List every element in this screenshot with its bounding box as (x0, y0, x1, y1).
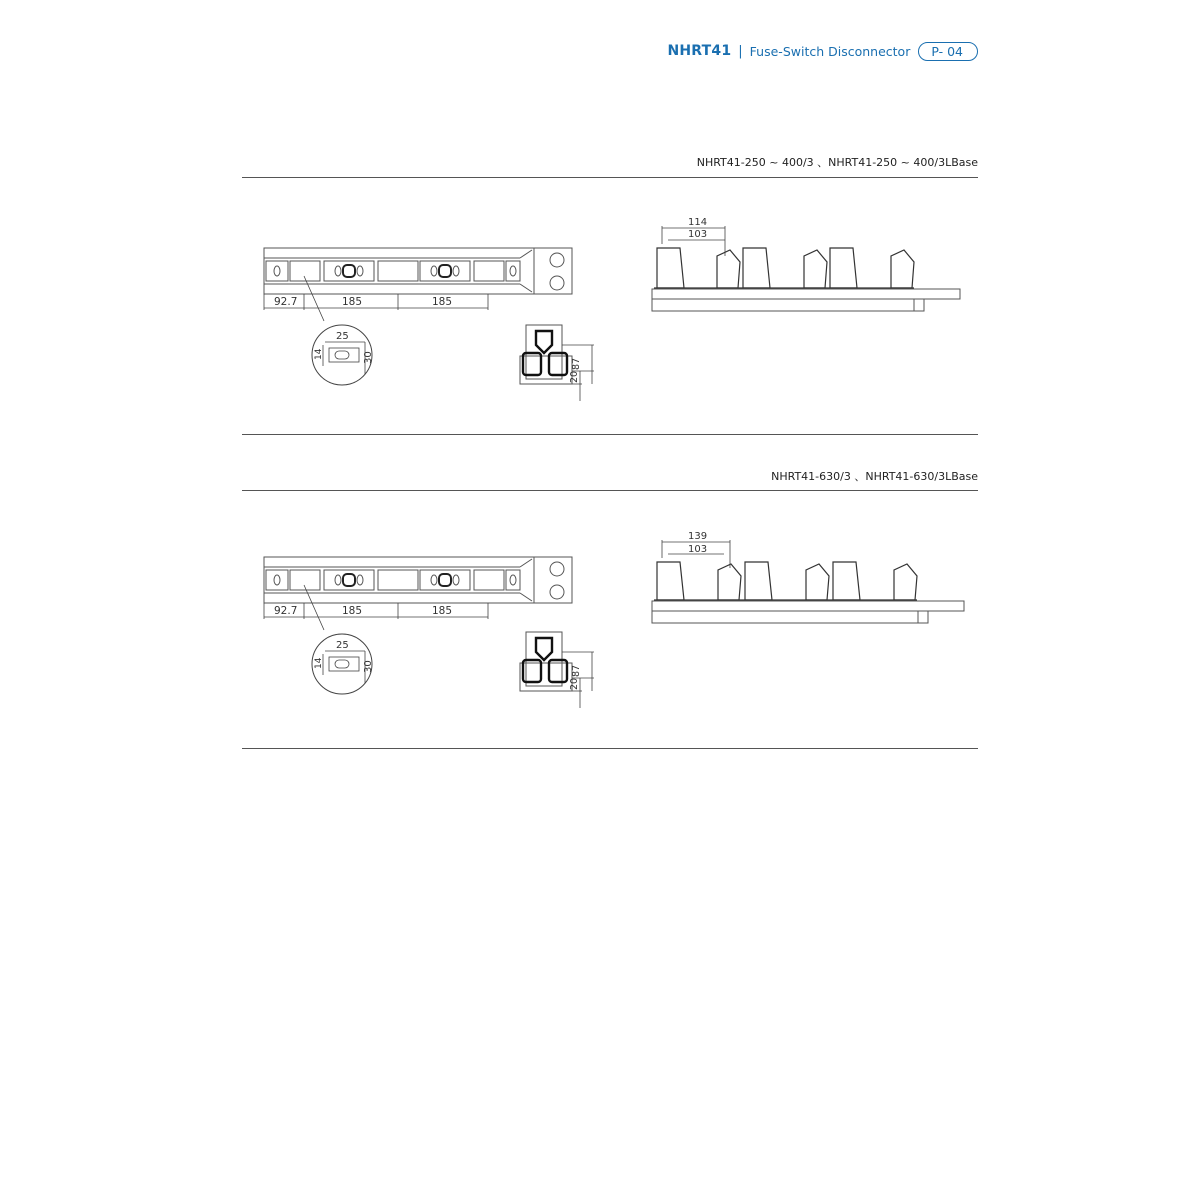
end-height-base: 20 (569, 677, 580, 690)
dim-outer: 139 (688, 531, 708, 542)
dim-inner: 103 (688, 544, 708, 555)
dim-first-pitch: 92.7 (274, 296, 298, 308)
dim-outer: 114 (688, 217, 708, 228)
end-view-drawing (518, 630, 603, 710)
product-model: NHRT41 (667, 43, 732, 59)
end-height-base: 20 (569, 370, 580, 383)
top-view-drawing (262, 246, 582, 321)
dim-pitch-2: 185 (432, 296, 453, 308)
section-divider (242, 177, 978, 178)
section-divider (242, 748, 978, 749)
side-view-drawing (652, 214, 964, 314)
detail-height: 30 (363, 660, 374, 673)
section-title-1: NHRT41-250 ~ 400/3 、NHRT41-250 ~ 400/3LBase (696, 156, 978, 169)
detail-slot-height: 14 (314, 348, 324, 360)
top-view-drawing (262, 555, 582, 630)
page-header (667, 40, 978, 62)
header-separator: | (738, 43, 743, 59)
dim-inner: 103 (688, 229, 708, 240)
section-divider (242, 490, 978, 491)
section-divider (242, 434, 978, 435)
dim-pitch-2: 185 (432, 605, 453, 617)
detail-circle-drawing (305, 627, 387, 697)
side-view-drawing (652, 526, 964, 626)
product-subtitle: Fuse-Switch Disconnector (749, 43, 911, 59)
section-title-2: NHRT41-630/3 、NHRT41-630/3LBase (771, 470, 978, 483)
detail-circle-drawing (305, 318, 387, 388)
detail-width: 25 (336, 640, 349, 651)
dim-pitch-1: 185 (342, 605, 363, 617)
page-number-badge: P- 04 (918, 42, 978, 61)
dim-pitch-1: 185 (342, 296, 363, 308)
detail-width: 25 (336, 331, 349, 342)
detail-height: 30 (363, 351, 374, 364)
dim-first-pitch: 92.7 (274, 605, 298, 617)
detail-slot-height: 14 (314, 657, 324, 669)
end-height-total: 87 (571, 357, 582, 370)
end-view-drawing (518, 323, 603, 403)
end-height-total: 87 (571, 664, 582, 677)
